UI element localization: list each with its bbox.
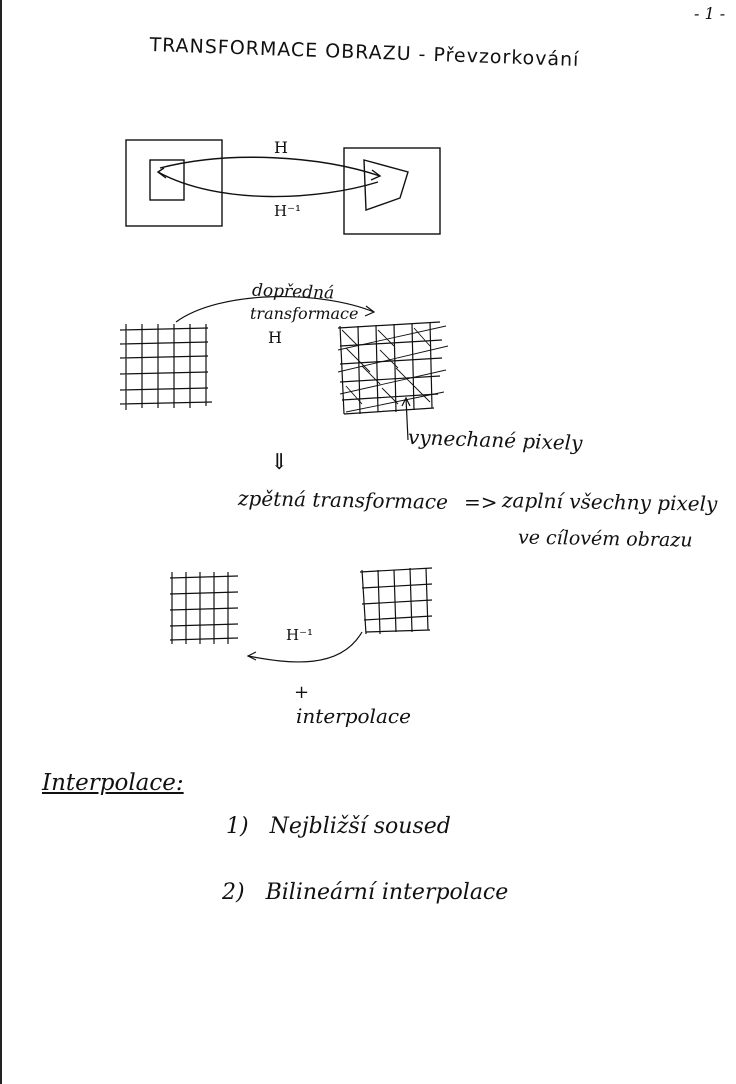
list-item-text: Nejbližší soused — [269, 814, 451, 839]
source-grid-inverse — [360, 568, 432, 634]
forward-transform-label: H — [274, 138, 288, 157]
list-item-number: 1) — [226, 814, 249, 839]
figure-inverse-transform — [170, 568, 432, 662]
result-line1: zaplní všechny pixely — [501, 488, 718, 516]
list-item — [226, 814, 451, 839]
page-title: TRANSFORMACE OBRAZU - Převzorkování — [149, 34, 580, 71]
list-item-number: 2) — [222, 880, 245, 905]
inverse-transform-label-2: H⁻¹ — [286, 626, 314, 644]
list-item — [222, 880, 508, 905]
inverse-arrow — [158, 172, 378, 197]
inverse-transform-text: zpětná transformace — [237, 486, 449, 514]
plus-sign: + — [294, 682, 310, 703]
target-image-frame — [344, 148, 440, 234]
source-grid — [120, 324, 212, 410]
source-image-frame — [126, 140, 222, 226]
target-region — [364, 160, 408, 210]
forward-label-line2: transformace — [250, 304, 359, 323]
target-grid-inverse — [170, 572, 238, 644]
implies-symbol: => — [464, 490, 498, 514]
section-heading: Interpolace: — [42, 770, 184, 796]
interpolation-word: interpolace — [296, 704, 411, 728]
implies-down-arrow: ⇓ — [270, 450, 289, 475]
forward-label-line1: dopředná — [251, 280, 335, 304]
missing-pixels-annotation: vynechané pixely — [407, 424, 583, 456]
target-grid — [338, 322, 448, 414]
page-number: - 1 - — [694, 4, 726, 23]
inverse-transform-label: H⁻¹ — [274, 202, 302, 220]
result-line2: ve cílovém obrazu — [517, 526, 693, 552]
forward-label-line3: H — [268, 328, 282, 347]
list-item-text: Bilineární interpolace — [265, 880, 509, 905]
forward-arrow — [160, 157, 380, 176]
